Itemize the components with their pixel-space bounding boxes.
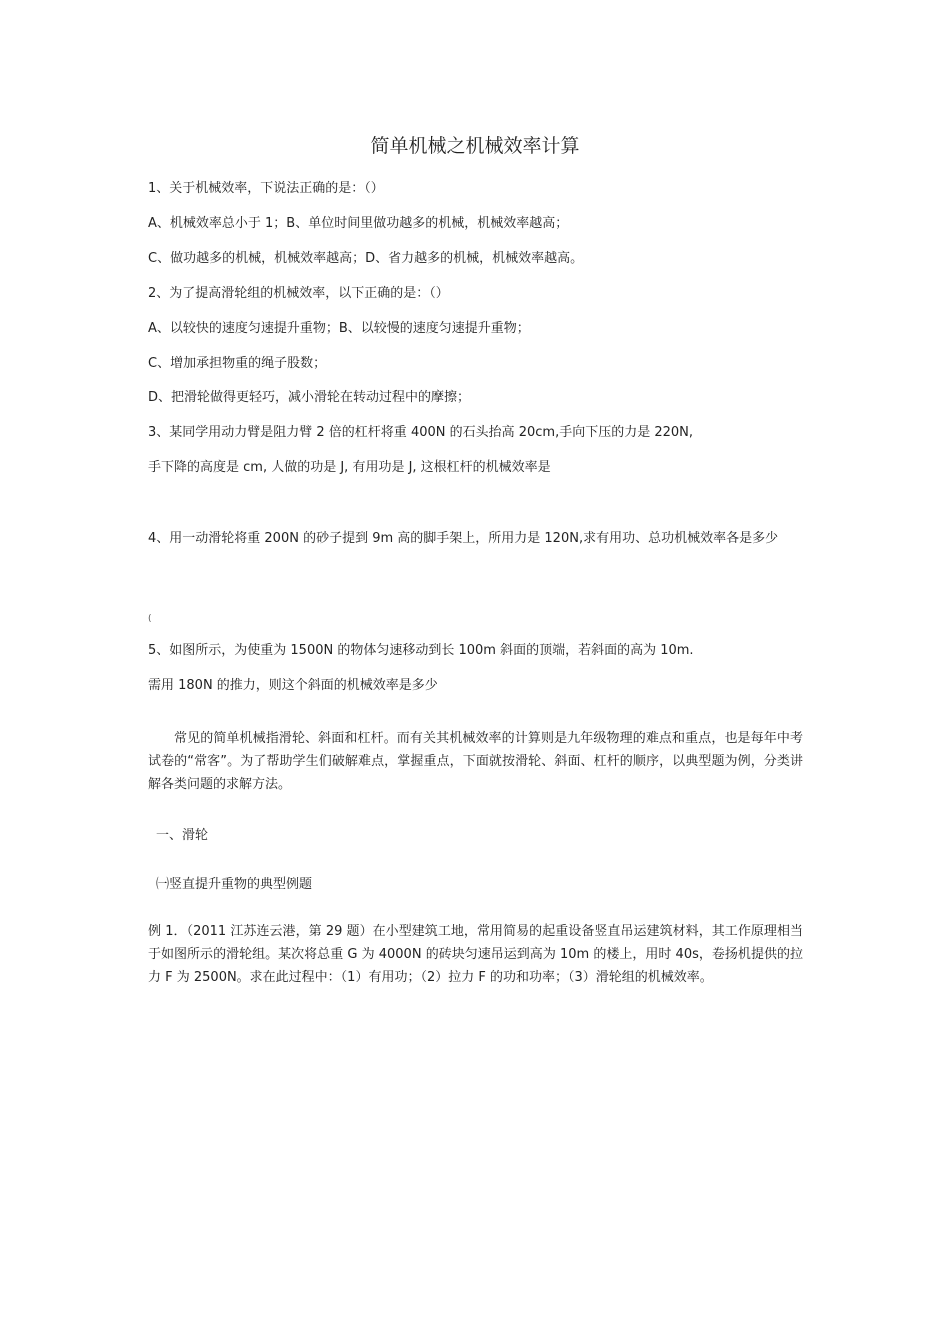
question-5-line-1: 5、如图所示，为使重为 1500N 的物体匀速移动到长 100m 斜面的顶端，若斜面的高为 10m. (148, 643, 694, 658)
example-1-paragraph: 例 1．（2011 江苏连云港，第 29 题）在小型建筑工地，常用简易的起重设备竖直吊运建筑材料，其工作原理相当于如图所示的滑轮组。某次将总重 G 为 4000N 的砖块匀速吊运到高为 10m 的楼上，用时 40s，卷扬机提供的拉力 F 为 2500N。求在此过程中：（1）有用功；（2）拉力 F 的功和功率；（3）滑轮组的机械效率。 (148, 924, 803, 985)
question-1: 1、关于机械效率，下说法正确的是：（） (148, 181, 384, 196)
section-heading-pulley: 一、滑轮 (156, 828, 209, 843)
question-2-option-d: D、把滑轮做得更轻巧，减小滑轮在转动过程中的摩擦； (148, 390, 471, 405)
question-2: 2、为了提高滑轮组的机械效率，以下正确的是：（） (148, 286, 449, 301)
stray-mark: ( (148, 614, 152, 624)
question-1-options-cd: C、做功越多的机械，机械效率越高；D、省力越多的机械，机械效率越高。 (148, 251, 584, 266)
question-3-line-2: 手下降的高度是 cm, 人做的功是 J, 有用功是 J, 这根杠杆的机械效率是 (148, 460, 551, 475)
question-5-line-2: 需用 180N 的推力，则这个斜面的机械效率是多少 (148, 678, 438, 693)
page-title: 简单机械之机械效率计算 (370, 135, 580, 157)
intro-paragraph: 常见的简单机械指滑轮、斜面和杠杆。而有关其机械效率的计算则是九年级物理的难点和重点，也是每年中考试卷的“常客”。为了帮助学生们破解难点，掌握重点，下面就按滑轮、斜面、杠杆的顺序，以典型题为例，分类讲解各类问题的求解方法。 (148, 731, 803, 792)
question-2-options-ab: A、以较快的速度匀速提升重物；B、以较慢的速度匀速提升重物； (148, 321, 530, 336)
subsection-heading-vertical-lift: ㈠竖直提升重物的典型例题 (156, 877, 313, 892)
question-1-options-ab: A、机械效率总小于 1；B、单位时间里做功越多的机械，机械效率越高； (148, 216, 569, 231)
question-3-line-1: 3、某同学用动力臂是阻力臂 2 倍的杠杆将重 400N 的石头抬高 20cm,手向下压的力是 220N, (148, 425, 694, 440)
question-4: 4、用一动滑轮将重 200N 的砂子提到 9m 高的脚手架上，所用力是 120N,求有用功、总功机械效率各是多少 (148, 531, 779, 546)
question-2-option-c: C、增加承担物重的绳子股数； (148, 356, 327, 371)
